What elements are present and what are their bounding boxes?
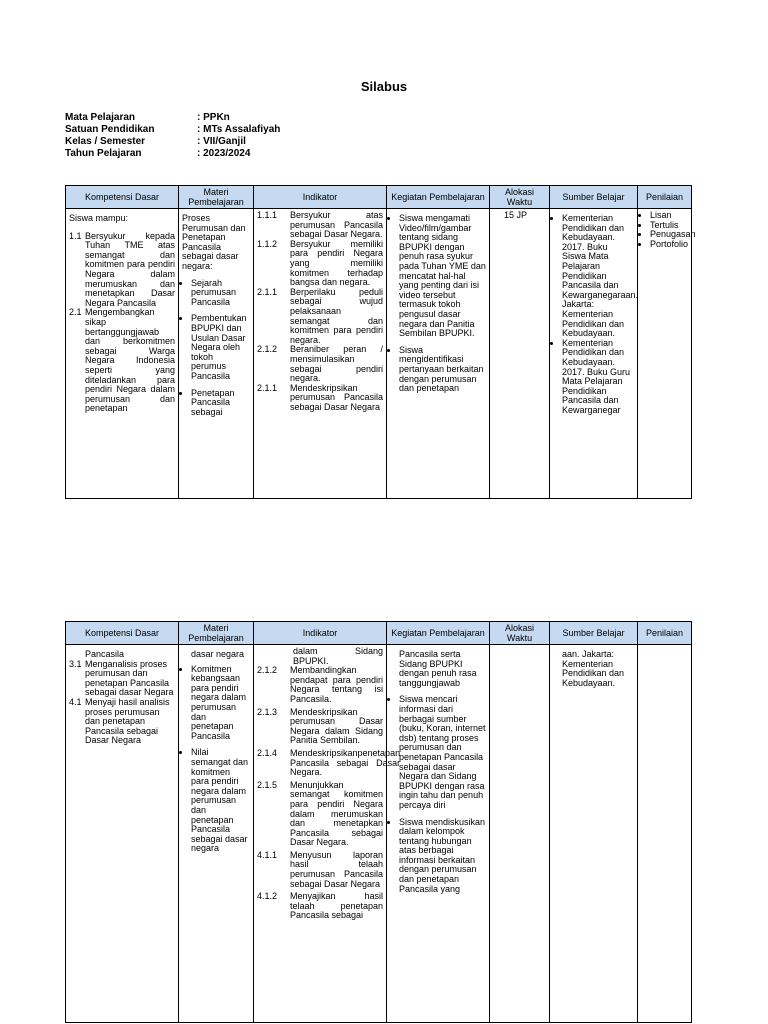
header-penilaian: Penilaian [638,186,692,209]
list-item: • Portofolio [650,240,688,250]
header-materi: Materi Pembelajaran [179,186,254,209]
kd-item [69,308,175,414]
sumber-list [553,213,639,415]
header-alokasi: Alokasi Waktu [490,186,550,209]
indikator-text: Menyajikan hasil telaah penetapan Pancasila sebagai [290,891,383,921]
page-title: Silabus [360,79,408,94]
sumber-cell [550,645,638,1023]
header-penilaian: Penilaian [638,622,692,645]
list-item: • Siswa mendiskusikan dalam kelompok tentang hubungan atas berbagai informasi berkaitan dengan perumusan dan penetapan Pancasila yang [399,818,486,895]
header-kompetensi-dasar: Kompetensi Dasar [66,622,179,645]
indikator-item [257,666,383,704]
penilaian-cell [638,209,696,499]
alokasi-value: 15 JP [504,210,528,220]
indikator-text: Menyusun laporan hasil telaah perumusan Pancasila sebagai Dasar Negara [290,849,383,889]
header-alokasi: Alokasi Waktu [490,622,550,645]
materi-cell [179,209,254,499]
alokasi-cell [490,209,550,499]
kd-cell [66,645,179,1023]
materi-list [182,665,250,854]
indikator-item [257,288,383,346]
header-materi: Materi Pembelajaran [179,622,254,645]
indikator-number: 4.1.1 [257,849,278,860]
list-item: • Penugasan [650,230,688,240]
kd-cell [66,209,179,499]
kd-number: 1.1 [69,230,82,241]
kd-number: 3.1 [69,658,82,669]
indikator-text: Mendeskripsikan perumusan Pancasila sebagai Dasar Negara [290,382,383,412]
indikator-item [257,345,383,383]
indikator-text: Bersyukur memiliki para pendiri Negara yang memiliki komitmen terhadap bangsa dan negara. [290,238,383,288]
indikator-item [257,384,383,413]
indikator-number: 2.1.5 [257,779,278,790]
indikator-number: 2.1.4 [257,747,278,758]
kd-number: 2.1 [69,307,82,318]
kegiatan-list [390,214,486,394]
indikator-cell [254,209,387,499]
header-indikator: Indikator [254,186,387,209]
sumber-continuation: aan. Jakarta: Kementerian Pendidikan dan Kebudayaan. [562,649,625,688]
materi-intro: Proses Perumusan dan Penetapan Pancasila sebagai dasar negara: [182,213,246,271]
meta-row [65,148,280,160]
indikator-number: 2.1.2 [257,344,278,355]
meta-row [65,124,280,136]
kd-text: Menyaji hasil analisis proses perumusan dan penetapan Pancasila sebagai Dasar Negara [85,696,170,746]
penilaian-cell [638,645,692,1023]
header-kegiatan: Kegiatan Pembelajaran [387,186,490,209]
meta-row [65,136,280,148]
indikator-item [257,747,401,778]
materi-cell [179,645,254,1023]
materi-continuation: dasar negara [191,649,245,659]
table-header-row [66,622,692,645]
table-header-row [66,186,692,209]
header-kegiatan: Kegiatan Pembelajaran [387,622,490,645]
kd-text: Bersyukur kepada Tuhan TME atas semangat dan komitmen para pendiri Negara dalam merumuskan dan menetapkan Dasar Negara Pancasila [85,230,175,308]
indikator-item [257,708,383,746]
header-indikator: Indikator [254,622,387,645]
kegiatan-cell [387,645,490,1023]
list-item: • Pembentukan BPUPKI dan Usulan Dasar Negara oleh tokoh perumus Pancasila [191,314,250,381]
indikator-continuation: dalam Sidang BPUPKI. [293,646,383,666]
syllabus-table-1 [65,185,696,499]
sumber-cell [550,209,638,499]
kd-text: Mengembangkan sikap bertanggungjawab dan berkomitmen sebagai Warga Negara Indonesia seperti yang diteladankan para pendiri Negara dalam perumusan dan penetapan [85,307,175,414]
syllabus-table-2 [65,621,692,1023]
penilaian-list [641,210,696,249]
list-item: • Lisan [650,211,688,221]
indikator-number: 1.1.1 [257,210,278,220]
kegiatan-cell [387,209,490,499]
kd-intro: Siswa mampu: [69,213,129,223]
indikator-text: Membandingkan pendapat para pendiri Negara tentang isi Pancasila. [290,665,383,704]
indikator-number: 2.1.1 [257,382,278,393]
meta-label: Tahun Pelajaran [65,148,142,159]
header-kompetensi-dasar: Kompetensi Dasar [66,186,179,209]
list-item: • Kementerian Pendidikan dan Kebudayaan. 2017. Buku Siswa Mata Pelajaran Pendidikan Pancasila dan Kewarganegaraan. Jakarta: Kementerian Pendidikan dan Kebudayaan. [562,214,634,339]
meta-value: : PPKn [197,112,230,123]
kd-item [69,698,175,746]
indikator-text: Mendeskripsikanpenetapan Pancasila sebagai Dasar Negara. [290,747,401,778]
meta-label: Kelas / Semester [65,136,146,147]
meta-label: Satuan Pendidikan [65,124,155,135]
indikator-item [257,892,383,921]
indikator-cell [254,645,401,1023]
indikator-item [257,211,383,240]
table-row [66,645,692,1023]
indikator-item [257,781,383,848]
indikator-text: Beraniber peran / mensimulasikan sebagai pendiri negara. [290,344,383,384]
syllabus-meta [65,112,280,160]
kd-text: Menganalisis proses perumusan dan penetapan Pancasila sebagai dasar Negara [85,658,174,698]
indikator-text: Bersyukur atas perumusan Pancasila sebagai Dasar Negara. [290,210,383,240]
list-item: • Sejarah perumusan Pancasila [191,279,250,308]
kd-item [69,232,175,309]
kd-number: 4.1 [69,696,82,707]
indikator-number: 1.1.2 [257,238,278,249]
indikator-number: 2.1.1 [257,286,278,297]
list-item: • Siswa mencari informasi dari berbagai sumber (buku, Koran, internet dsb) tentang proses perumusan dan penetapan Pancasila sebagai dasar Negara dan Sidang BPUPKI dengan rasa ingin tahu dan penuh percaya diri [399,695,486,810]
indikator-number: 2.1.2 [257,665,278,676]
list-item: • Penetapan Pancasila sebagai [191,389,250,418]
indikator-item [257,851,383,889]
kd-item [69,660,175,698]
alokasi-cell [490,645,550,1023]
indikator-text: Mendeskripsikan perumusan Dasar Negara dalam Sidang Panitia Sembilan. [290,706,383,746]
indikator-item [257,240,383,288]
list-item: • Nilai semangat dan komitmen para pendiri negara dalam perumusan dan penetapan Pancasila sebagai dasar negara [191,748,250,854]
meta-value: : MTs Assalafiyah [197,124,281,135]
list-item: • Siswa mengidentifikasi pertanyaan berkaitan dengan perumusan dan penetapan [399,346,486,394]
header-sumber: Sumber Belajar [550,186,638,209]
meta-row [65,112,280,124]
header-sumber: Sumber Belajar [550,622,638,645]
indikator-text: Menunjukkan semangat komitmen para pendiri Negara dalam merumuskan dan menetapkan Pancasila sebagai Dasar Negara. [290,779,383,848]
list-item: • Tertulis [650,221,688,231]
indikator-text: Berperilaku peduli sebagai wujud pelaksanaan semangat dan komitmen para pendiri negara. [290,286,383,345]
meta-value: : 2023/2024 [197,148,251,159]
meta-value: : VII/Ganjil [197,136,246,147]
indikator-number: 2.1.3 [257,706,278,717]
meta-label: Mata Pelajaran [65,112,136,123]
indikator-number: 4.1.2 [257,891,278,902]
kegiatan-continuation: Pancasila serta Sidang BPUPKI dengan penuh rasa tanggungjawab [399,649,477,688]
list-item: • Komitmen kebangsaan para pendiri negara dalam perumusan dan penetapan Pancasila [191,665,250,742]
kegiatan-list [390,695,486,894]
list-item: • Siswa mengamati Video/film/gambar tentang sidang BPUPKI dengan penuh rasa syukur pada Tuhan YME dan mencatat hal-hal yang penting dari isi video tersebut termasuk tokoh pengusul dasar negara dan Panitia Sembilan BPUPKI. [399,214,486,339]
list-item: • Kementerian Pendidikan dan Kebudayaan. 2017. Buku Guru Mata Pelajaran Pendidikan Pancasila dan Kewarganegar [562,339,634,416]
materi-list [182,279,250,418]
table-row [66,209,692,499]
kd-continuation: Pancasila [85,649,125,659]
